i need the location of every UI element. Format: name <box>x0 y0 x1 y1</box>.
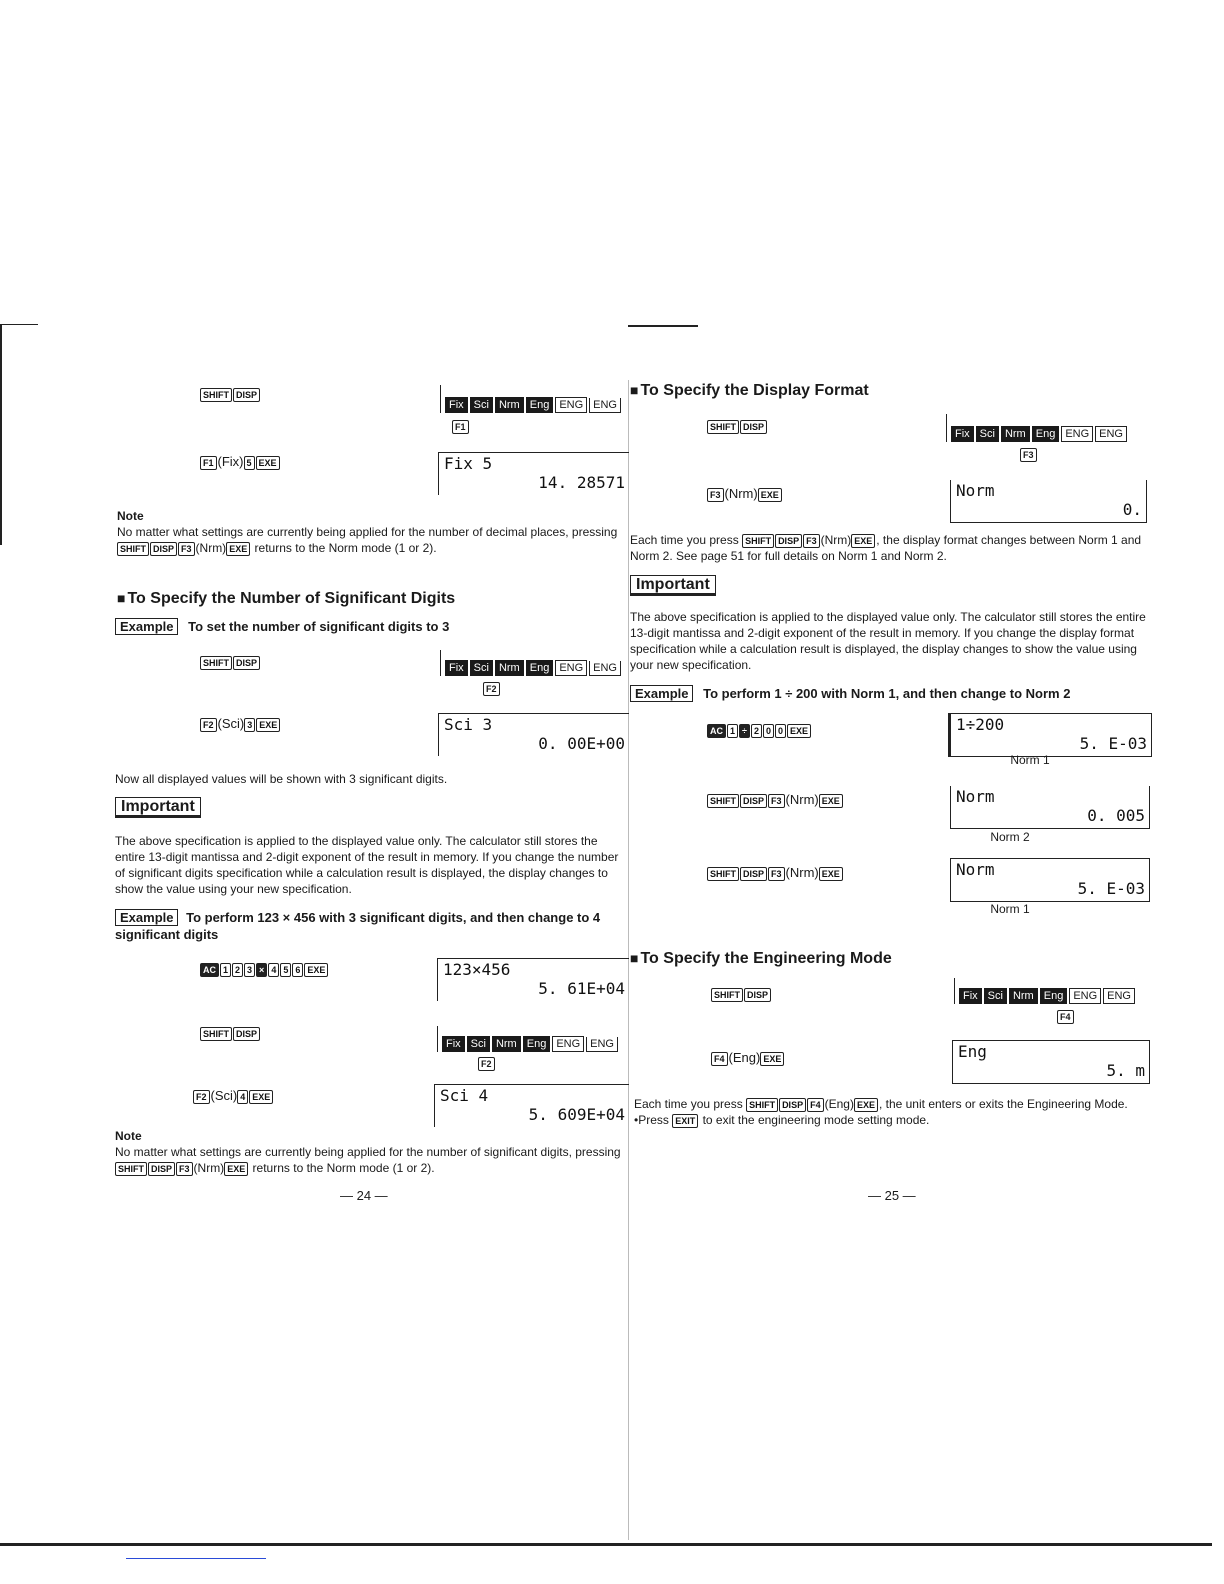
menu-eng: Eng <box>523 1036 551 1052</box>
note-text-end: returns to the Norm mode (1 or 2). <box>254 541 437 555</box>
note-text: No matter what settings are currently being applied for the number of significant digits, pressing <box>115 1145 621 1159</box>
menu-eng-upper-2: ENG <box>586 1037 618 1052</box>
menu-eng: Eng <box>526 397 554 413</box>
note-1: Note No matter what settings are currently being applied for the number of decimal places, pressing SHIFT DISP F3 (Nrm) EXE returns to the Norm mode (1 or 2). <box>117 509 618 555</box>
lcd-line2: 5. E-03 <box>1079 734 1147 753</box>
shift-key: SHIFT <box>200 388 232 402</box>
f2-key-label: F2 <box>483 682 500 696</box>
fix-sequence <box>200 454 281 470</box>
example-tag: Example <box>115 618 178 635</box>
heading-display-format: ■ To Specify the Display Format <box>630 382 869 400</box>
shift-disp-keys-2: SHIFT DISP <box>200 654 261 670</box>
lcd-line1: Eng <box>958 1042 987 1061</box>
f2-key: F2 <box>193 1090 210 1104</box>
lcd-line2: 5. 61E+04 <box>538 979 625 998</box>
eng-sequence <box>711 1050 785 1066</box>
example-2 <box>115 909 635 943</box>
lcd-line2: 0. 005 <box>1087 806 1145 825</box>
menu-nrm: Nrm <box>1001 426 1030 442</box>
norm2-sequence: SHIFT DISP F3 (Nrm) EXE <box>707 792 844 808</box>
important-left <box>115 798 201 816</box>
function-menu-r1 <box>946 414 1127 442</box>
lcd-line1: Sci 4 <box>440 1086 489 1105</box>
example-tag: Example <box>630 685 693 702</box>
function-menu-low <box>437 1026 618 1052</box>
lcd-line1: Sci 3 <box>444 715 493 734</box>
function-menu-eng <box>954 978 1135 1004</box>
caption-norm2: Norm 2 <box>990 830 1030 844</box>
shift-disp-keys-3: SHIFT DISP <box>200 1025 261 1041</box>
exe-key: EXE <box>760 1052 784 1066</box>
note-title: Note <box>115 1129 142 1143</box>
now-all-text: Now all displayed values will be shown with 3 significant digits. <box>115 772 448 786</box>
lcd-line1: Norm <box>956 787 995 806</box>
page-number-right: — 25 — <box>868 1188 916 1203</box>
example-1 <box>115 619 449 634</box>
eng-label: (Eng) <box>728 1050 761 1065</box>
menu-fix: Fix <box>445 397 468 413</box>
exe-key: EXE <box>758 488 782 502</box>
lcd-line2: 5. E-03 <box>1077 879 1145 898</box>
lcd-sci3 <box>438 713 629 756</box>
f4-key: F4 <box>711 1052 728 1066</box>
lcd-line1: 123×456 <box>443 960 511 979</box>
lcd-multiply <box>437 958 629 1001</box>
sci4-sequence <box>193 1088 274 1104</box>
lcd-line2: 5. 609E+04 <box>528 1105 625 1124</box>
menu-eng: Eng <box>1040 988 1068 1004</box>
menu-sci: Sci <box>470 660 493 676</box>
lcd-line1: 1÷200 <box>956 715 1005 734</box>
menu-nrm: Nrm <box>1009 988 1038 1004</box>
exe-key: EXE <box>256 456 280 470</box>
note-nrm: (Nrm) <box>195 541 227 555</box>
norm1-sequence: SHIFT DISP F3 (Nrm) EXE <box>707 865 844 881</box>
disp-key: DISP <box>233 388 260 402</box>
lcd-line1: Fix 5 <box>444 454 493 473</box>
heading-engineering-mode: ■ To Specify the Engineering Mode <box>630 950 892 968</box>
caption-norm1-a: Norm 1 <box>1010 753 1050 767</box>
important-left-text: The above specification is applied to the displayed value only. The calculator still stores the entire 13-digit mantissa and 2-digit exponent of the result in memory. If you change the number of significant digits specification while a calculation result is displayed, the display changes to show the value using your new specification. <box>115 834 619 896</box>
menu-eng-upper-2: ENG <box>1103 988 1135 1004</box>
f2-key-label-2: F2 <box>478 1057 495 1071</box>
lcd-divide <box>948 713 1152 757</box>
menu-eng: Eng <box>526 660 554 676</box>
menu-fix: Fix <box>959 988 982 1004</box>
menu-nrm: Nrm <box>495 660 524 676</box>
lcd-line1: Norm <box>956 860 995 879</box>
exe-key: EXE <box>256 718 280 732</box>
menu-fix: Fix <box>445 660 468 676</box>
lcd-line2: 0. <box>1122 500 1142 519</box>
menu-eng: Eng <box>1032 426 1060 442</box>
example-text: To perform 1 ÷ 200 with Norm 1, and then change to Norm 2 <box>703 686 1071 701</box>
lcd-norm <box>950 480 1147 523</box>
heading-significant-digits: ■ To Specify the Number of Significant Digits <box>117 590 455 608</box>
lcd-norm2 <box>950 786 1150 829</box>
example-text: To perform 123 × 456 with 3 significant digits, and then change to 4 significant digits <box>115 910 601 942</box>
multiply-keys: AC 1 2 3 × 4 5 6 EXE <box>200 961 329 977</box>
eng-text: Each time you press SHIFT DISP F4 (Eng) EXE , the unit enters or exits the Engineering Mode. •Press EXIT to exit the engineering mode setting mode. <box>634 1097 1128 1127</box>
scan-bottom-line <box>0 1543 1212 1546</box>
sci-label: (Sci) <box>210 1088 238 1103</box>
f1-key: F1 <box>200 456 217 470</box>
example-text: To set the number of significant digits to 3 <box>188 619 450 634</box>
lcd-line2: 0. 00E+00 <box>538 734 625 753</box>
menu-eng-upper-2: ENG <box>1095 426 1127 442</box>
menu-eng-upper-2: ENG <box>589 661 621 676</box>
caption-norm1-b: Norm 1 <box>990 902 1030 916</box>
lcd-line2: 5. m <box>1106 1061 1145 1080</box>
shift-disp-keys <box>200 386 261 402</box>
function-menu-mid <box>440 650 621 676</box>
menu-eng-upper: ENG <box>555 660 587 676</box>
note-2: Note No matter what settings are currently being applied for the number of significant digits, pressing SHIFT DISP F3 (Nrm) EXE returns to the Norm mode (1 or 2). <box>115 1129 621 1175</box>
divide-keys: AC 1 ÷ 2 0 0 EXE <box>707 722 812 738</box>
menu-nrm: Nrm <box>492 1036 521 1052</box>
important-right <box>630 576 716 594</box>
f2-key: F2 <box>200 718 217 732</box>
note-text: No matter what settings are currently being applied for the number of decimal places, pressing <box>117 525 618 539</box>
lcd-norm1 <box>950 858 1150 902</box>
lcd-line1: Norm <box>956 481 995 500</box>
menu-eng-upper: ENG <box>1061 426 1093 442</box>
menu-fix: Fix <box>442 1036 465 1052</box>
important-label: Important <box>630 575 716 596</box>
scan-top-line <box>0 324 38 325</box>
fix-label: (Fix) <box>217 454 244 469</box>
f1-key-label: F1 <box>452 420 469 434</box>
lcd-line2: 14. 28571 <box>538 473 625 492</box>
five-key: 5 <box>244 456 255 470</box>
f3-key: F3 <box>707 488 724 502</box>
function-menu-top <box>440 385 621 413</box>
menu-eng-upper-2: ENG <box>589 398 621 413</box>
menu-eng-upper: ENG <box>552 1036 584 1052</box>
menu-eng-upper: ENG <box>555 397 587 413</box>
important-label: Important <box>115 797 201 818</box>
example-tag: Example <box>115 909 178 926</box>
f3-key-label: F3 <box>1020 448 1037 462</box>
menu-fix: Fix <box>951 426 974 442</box>
menu-sci: Sci <box>984 988 1007 1004</box>
f4-key-label: F4 <box>1057 1010 1074 1024</box>
exit-key: EXIT <box>672 1114 698 1128</box>
menu-sci: Sci <box>467 1036 490 1052</box>
page-number-left: — 24 — <box>340 1188 388 1203</box>
four-key: 4 <box>237 1090 248 1104</box>
scan-top-center <box>628 325 698 327</box>
nrm-label: (Nrm) <box>724 486 758 501</box>
menu-sci: Sci <box>470 397 493 413</box>
nrm-sequence <box>707 486 783 502</box>
example-r <box>630 686 1070 701</box>
sci-sequence <box>200 716 281 732</box>
lcd-sci4 <box>434 1084 629 1127</box>
each-time-text: Each time you press SHIFT DISP F3 (Nrm) EXE , the display format changes between Norm 1 and Norm 2. See page 51 for full details on Norm 1 and Norm 2. <box>630 533 1142 563</box>
menu-eng-upper: ENG <box>1069 988 1101 1004</box>
exe-key: EXE <box>249 1090 273 1104</box>
scan-bottom-link <box>126 1558 266 1559</box>
important-right-text: The above specification is applied to the displayed value only. The calculator still stores the entire 13-digit mantissa and 2-digit exponent of the result in memory. If you change the display format specification while a calculation result is displayed, the display changes to show the value using your new specification. <box>630 610 1146 672</box>
menu-sci: Sci <box>976 426 999 442</box>
lcd-fix <box>438 452 629 495</box>
note-title: Note <box>117 509 144 523</box>
menu-nrm: Nrm <box>495 397 524 413</box>
sci-label: (Sci) <box>217 716 245 731</box>
lcd-eng <box>952 1040 1150 1084</box>
shift-disp-keys-r1: SHIFT DISP <box>707 418 768 434</box>
scan-border-left <box>0 325 2 545</box>
three-key: 3 <box>244 718 255 732</box>
shift-disp-keys-r2: SHIFT DISP <box>711 986 772 1002</box>
